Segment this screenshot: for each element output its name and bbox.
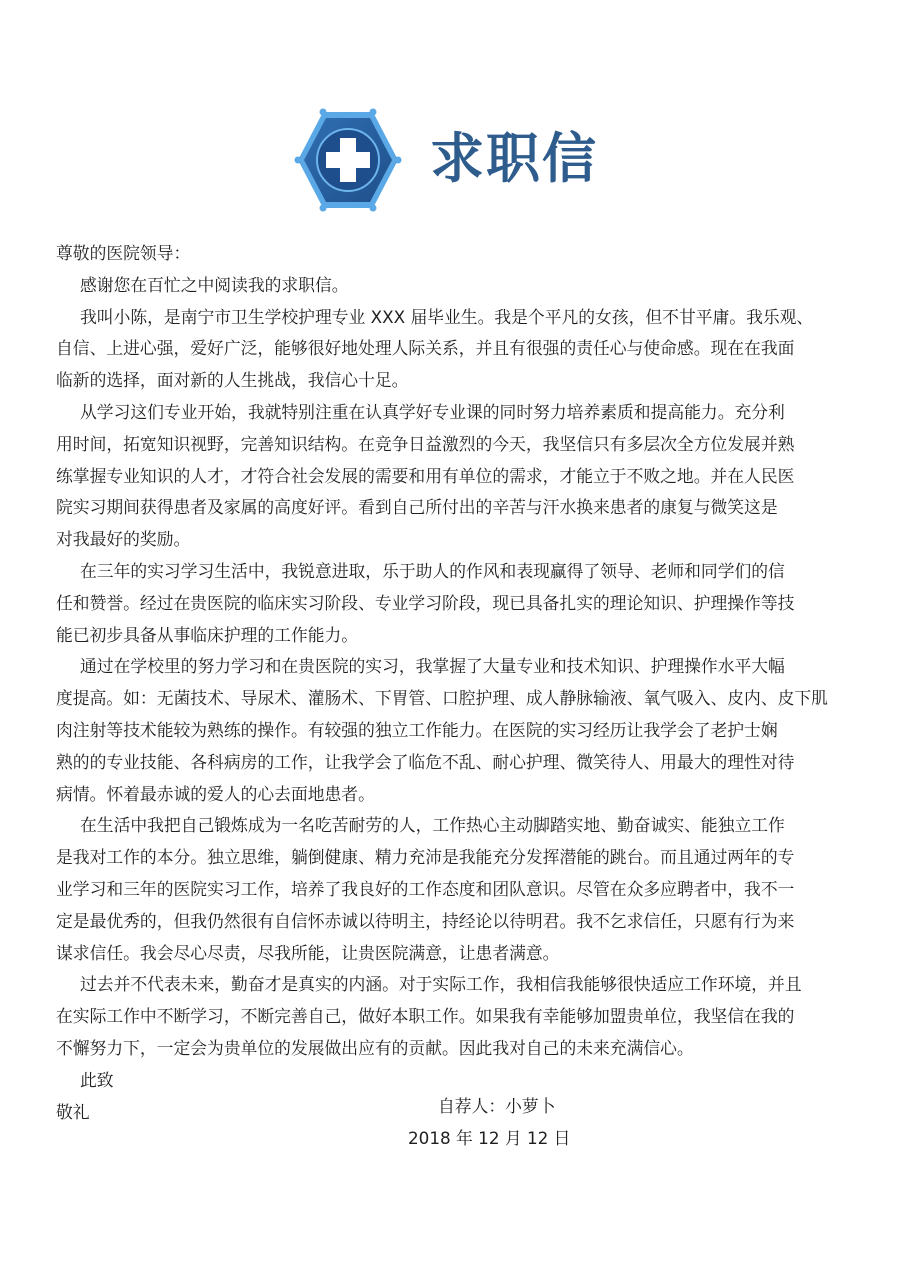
letter-line: 临新的选择，面对新的人生挑战，我信心十足。 [56, 370, 409, 391]
closing-line: 敬礼 [56, 1101, 90, 1122]
signature-name: 自荐人：小萝卜 [438, 1096, 556, 1116]
letter-line: 谋求信任。我会尽心尽责，尽我所能，让贵医院满意，让患者满意。 [56, 942, 560, 963]
letter-line: 院实习期间获得患者及家属的高度好评。看到自己所付出的辛苦与汗水换来患者的康复与微笑这是 [56, 497, 778, 518]
letter-line: 业学习和三年的医院实习工作，培养了我良好的工作态度和团队意识。尽管在众多应聘者中，我不一 [56, 878, 795, 899]
letter-line: 从学习这们专业开始，我就特别注重在认真学好专业课的同时努力培养素质和提高能力。充分利 [80, 401, 785, 422]
letter-line: 练掌握专业知识的人才，才符合社会发展的需要和用有单位的需求，才能立于不败之地。并在人民医 [56, 465, 795, 486]
letter-line: 通过在学校里的努力学习和在贵医院的实习，我掌握了大量专业和技术知识、护理操作水平大幅 [80, 656, 785, 677]
letter-line: 过去并不代表未来，勤奋才是真实的内涵。对于实际工作，我相信我能够很快适应工作环境，并且 [80, 974, 802, 995]
letter-line: 不懈努力下，一定会为贵单位的发展做出应有的贡献。因此我对自己的未来充满信心。 [56, 1037, 694, 1058]
letter-line: 病情。怀着最赤诚的爱人的心去面地患者。 [56, 783, 375, 804]
letter-line: 在实际工作中不断学习，不断完善自己，做好本职工作。如果我有幸能够加盟贵单位，我坚信在我的 [56, 1006, 795, 1027]
page-title: 求职信 [430, 127, 598, 190]
letter-line: 任和赞誉。经过在贵医院的临床实习阶段、专业学习阶段，现已具备扎实的理论知识、护理操作等技 [56, 592, 795, 613]
medical-cross-hexagon-icon [292, 108, 404, 212]
letter-line: 我叫小陈，是南宁市卫生学校护理专业 XXX 届毕业生。我是个平凡的女孩，但不甘平庸。我乐观、 [80, 306, 814, 327]
letter-line: 定是最优秀的，但我仍然很有自信怀赤诚以待明主，持经论以待明君。我不乞求信任，只愿有行为来 [56, 910, 795, 931]
letter-body [56, 238, 856, 1128]
letter-line: 感谢您在百忙之中阅读我的求职信。 [80, 274, 349, 295]
letter-header [0, 108, 905, 218]
closing-line: 此致 [80, 1069, 114, 1090]
letter-line: 在生活中我把自己锻炼成为一名吃苦耐劳的人，工作热心主动脚踏实地、勤奋诚实、能独立工作 [80, 815, 785, 836]
letter-line: 对我最好的奖励。 [56, 529, 191, 550]
letter-line: 度提高。如：无菌技术、导尿术、灌肠术、下胃管、口腔护理、成人静脉输液、氧气吸入、皮内、皮下肌 [56, 688, 828, 709]
letter-line: 是我对工作的本分。独立思维，躺倒健康、精力充沛是我能充分发挥潜能的跳台。而且通过两年的专 [56, 847, 795, 868]
letter-line: 自信、上进心强，爱好广泛，能够很好地处理人际关系，并且有很强的责任心与使命感。现在在我面 [56, 338, 795, 359]
letter-line: 熟的的专业技能、各科病房的工作，让我学会了临危不乱、耐心护理、微笑待人、用最大的理性对待 [56, 751, 795, 772]
letter-line: 用时间，拓宽知识视野，完善知识结构。在竞争日益激烈的今天，我坚信只有多层次全方位发展并熟 [56, 433, 795, 454]
letter-line: 在三年的实习学习生活中，我锐意进取，乐于助人的作风和表现赢得了领导、老师和同学们的信 [80, 560, 785, 581]
salutation: 尊敬的医院领导： [56, 243, 191, 263]
letter-line: 肉注射等技术能较为熟练的操作。有较强的独立工作能力。在医院的实习经历让我学会了老护士娴 [56, 719, 778, 740]
signature-date: 2018 年 12 月 12 日 [408, 1128, 571, 1148]
letter-line: 能已初步具备从事临床护理的工作能力。 [56, 624, 359, 645]
